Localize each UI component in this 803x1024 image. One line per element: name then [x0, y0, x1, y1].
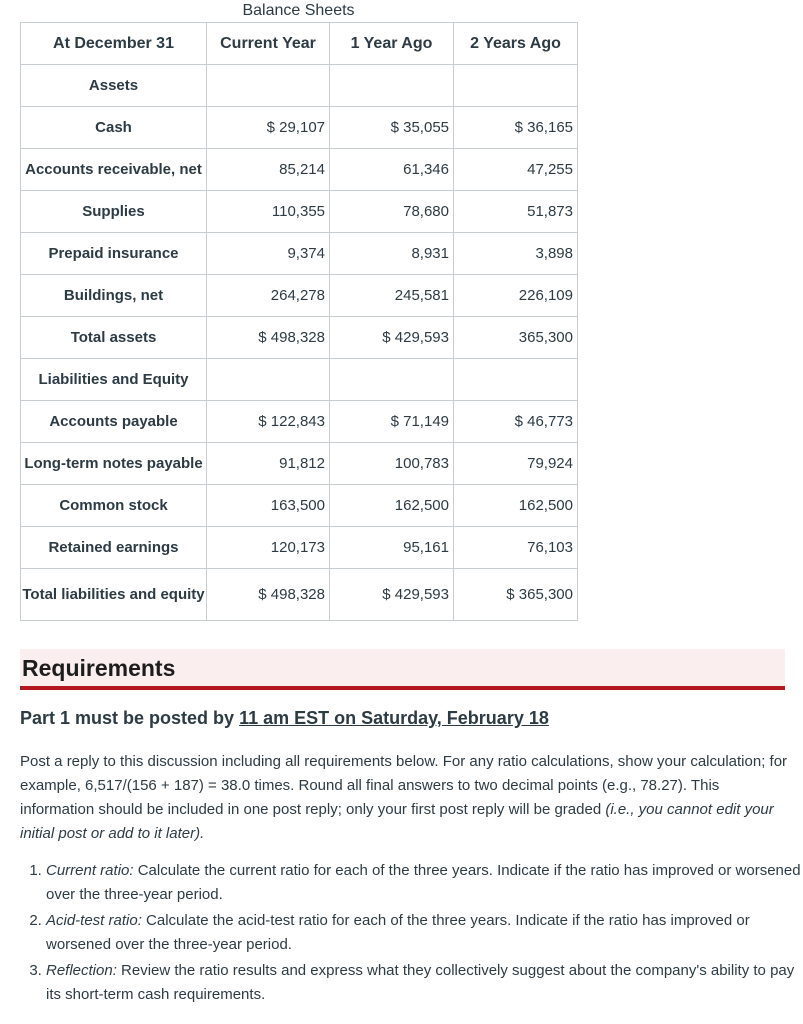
cell-value: $ 35,055 [330, 107, 454, 149]
cell-value: 245,581 [330, 275, 454, 317]
cell-value [454, 65, 578, 107]
part1-prefix: Part 1 must be posted by [20, 708, 240, 728]
row-label: Accounts payable [21, 401, 207, 443]
table-row [21, 485, 578, 527]
table-row [21, 275, 578, 317]
cell-value: $ 429,593 [330, 569, 454, 621]
balance-sheet-table [20, 22, 578, 621]
table-row [21, 233, 578, 275]
table-caption: Balance Sheets [242, 2, 355, 19]
cell-value: 8,931 [330, 233, 454, 275]
row-label: Liabilities and Equity [21, 359, 207, 401]
instructions-text: Post a reply to this discussion including all requirements below. For any ratio calculations, show your calculation; for example, 6,517/(156 + 187) = 38.0 times. Round all final answers to two decimal points (e.g., 78.27). This information should be included in one post reply; only your first post reply will be graded [20, 753, 788, 818]
header-current-year: Current Year [207, 23, 330, 65]
table-row [21, 569, 578, 621]
header-1-year-ago: 1 Year Ago [330, 23, 454, 65]
cell-value: 78,680 [330, 191, 454, 233]
instructions-paragraph [20, 750, 788, 846]
cell-value: $ 36,165 [454, 107, 578, 149]
cell-value: $ 29,107 [207, 107, 330, 149]
row-label: Accounts receivable, net [21, 149, 207, 191]
cell-value: 61,346 [330, 149, 454, 191]
cell-value: $ 498,328 [207, 569, 330, 621]
cell-value: 95,161 [330, 527, 454, 569]
table-row [21, 359, 578, 401]
cell-value: 226,109 [454, 275, 578, 317]
cell-value: $ 122,843 [207, 401, 330, 443]
row-label: Cash [21, 107, 207, 149]
cell-value: 110,355 [207, 191, 330, 233]
requirements-title: Requirements [22, 655, 176, 681]
row-label: Assets [21, 65, 207, 107]
cell-value: $ 365,300 [454, 569, 578, 621]
cell-value: 76,103 [454, 527, 578, 569]
cell-value [207, 65, 330, 107]
cell-value: 51,873 [454, 191, 578, 233]
cell-value [207, 359, 330, 401]
cell-value: $ 429,593 [330, 317, 454, 359]
row-label: Retained earnings [21, 527, 207, 569]
cell-value: 91,812 [207, 443, 330, 485]
part1-deadline [20, 708, 549, 729]
table-row [21, 317, 578, 359]
cell-value: 100,783 [330, 443, 454, 485]
header-2-years-ago: 2 Years Ago [454, 23, 578, 65]
cell-value: 365,300 [454, 317, 578, 359]
requirement-term: Current ratio: [46, 862, 134, 879]
row-label: Common stock [21, 485, 207, 527]
row-label: Long-term notes payable [21, 443, 207, 485]
instructions-note: (i.e., you cannot edit your initial post or add to it later). [20, 801, 774, 842]
cell-value: 120,173 [207, 527, 330, 569]
cell-value: 162,500 [330, 485, 454, 527]
table-row [21, 443, 578, 485]
cell-value [454, 359, 578, 401]
cell-value: 163,500 [207, 485, 330, 527]
requirement-term: Reflection: [46, 962, 117, 979]
list-item [46, 909, 803, 957]
cell-value: 264,278 [207, 275, 330, 317]
row-label: Prepaid insurance [21, 233, 207, 275]
table-row [21, 191, 578, 233]
cell-value [330, 65, 454, 107]
cell-value: $ 498,328 [207, 317, 330, 359]
list-item [46, 959, 803, 1007]
requirement-term: Acid-test ratio: [46, 912, 142, 929]
cell-value: $ 46,773 [454, 401, 578, 443]
row-label: Buildings, net [21, 275, 207, 317]
cell-value: 9,374 [207, 233, 330, 275]
table-header-row [21, 23, 578, 65]
cell-value: $ 71,149 [330, 401, 454, 443]
cell-value: 47,255 [454, 149, 578, 191]
cell-value: 79,924 [454, 443, 578, 485]
table-row [21, 65, 578, 107]
row-label: Total assets [21, 317, 207, 359]
cell-value: 162,500 [454, 485, 578, 527]
requirement-text: Calculate the acid-test ratio for each of the three years. Indicate if the ratio has improved or worsened over the three-year period. [46, 912, 750, 953]
cell-value: 3,898 [454, 233, 578, 275]
cell-value: 85,214 [207, 149, 330, 191]
table-row [21, 107, 578, 149]
requirements-list [20, 859, 803, 1009]
requirements-header [20, 649, 785, 690]
part1-deadline-date: 11 am EST on Saturday, February 18 [239, 708, 549, 728]
row-label: Supplies [21, 191, 207, 233]
table-row [21, 401, 578, 443]
cell-value [330, 359, 454, 401]
table-row [21, 149, 578, 191]
requirement-text: Review the ratio results and express what they collectively suggest about the company's ability to pay its short-term cash requirements. [46, 962, 795, 1003]
table-row [21, 527, 578, 569]
row-label: Total liabilities and equity [21, 569, 207, 621]
header-label: At December 31 [21, 23, 207, 65]
list-item [46, 859, 803, 907]
requirement-text: Calculate the current ratio for each of the three years. Indicate if the ratio has improved or worsened over the three-year period. [46, 862, 801, 903]
